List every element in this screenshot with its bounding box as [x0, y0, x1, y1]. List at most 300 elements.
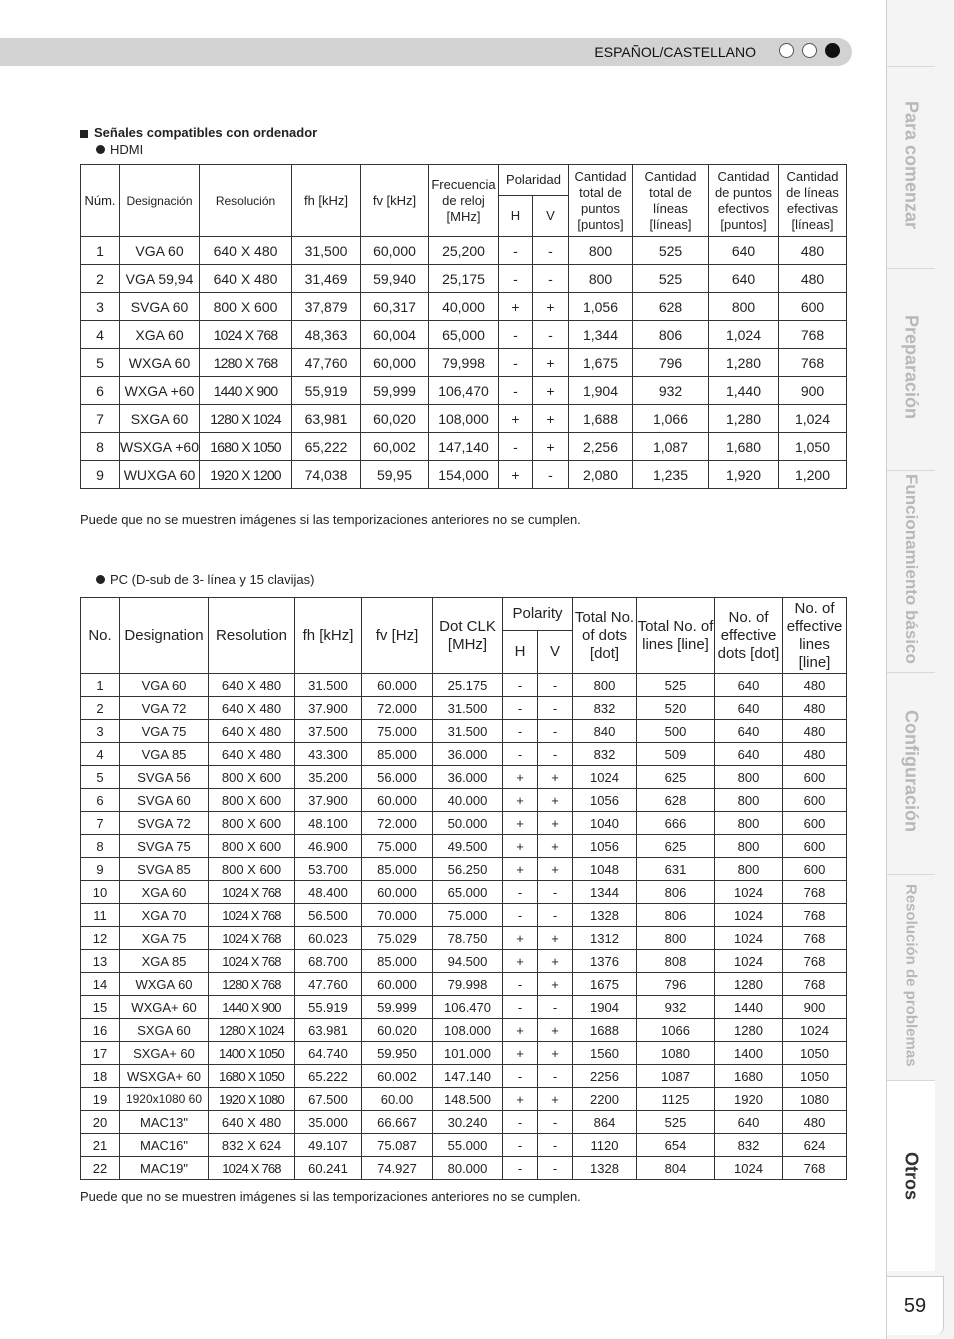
- table-cell: WSXGA +60: [120, 433, 200, 461]
- table-cell: 65.222: [295, 1065, 362, 1088]
- table-cell: 1050: [783, 1065, 847, 1088]
- table-cell: -: [499, 321, 533, 349]
- table-cell: 768: [783, 973, 847, 996]
- indicator-dot-filled-icon: [825, 43, 840, 58]
- table-cell: 640 X 480: [209, 674, 295, 697]
- sidebar-tab-para-comenzar[interactable]: [887, 66, 935, 263]
- col-header-v: V: [538, 631, 573, 674]
- table-cell: 25,175: [429, 265, 499, 293]
- table-cell: 7: [81, 405, 120, 433]
- table-row: [81, 1042, 847, 1065]
- table-cell: 808: [637, 950, 715, 973]
- table-cell: 2: [81, 265, 120, 293]
- table-cell: 46.900: [295, 835, 362, 858]
- table-cell: 20: [81, 1111, 120, 1134]
- table-row: [81, 858, 847, 881]
- table-row: [81, 321, 847, 349]
- table-cell: +: [538, 1088, 573, 1111]
- table-cell: 1400: [715, 1042, 783, 1065]
- table-cell: +: [538, 1019, 573, 1042]
- table-cell: 525: [633, 237, 709, 265]
- col-header-fh: fh [kHz]: [295, 598, 362, 674]
- table-cell: 1024: [715, 881, 783, 904]
- sidebar-tab-funcionamiento[interactable]: [887, 470, 935, 667]
- table-row: [81, 697, 847, 720]
- sidebar-tab-label: Funcionamiento básico: [902, 474, 921, 664]
- table-cell: 106,470: [429, 377, 499, 405]
- table-cell: 625: [637, 766, 715, 789]
- pc-table-body: [81, 674, 847, 1180]
- table-cell: 2200: [573, 1088, 637, 1111]
- table-cell: 37.900: [295, 789, 362, 812]
- table-cell: WXGA 60: [120, 973, 209, 996]
- table-cell: 480: [783, 1111, 847, 1134]
- table-cell: 1,440: [709, 377, 779, 405]
- table-cell: SVGA 60: [120, 293, 200, 321]
- table-cell: 768: [779, 349, 847, 377]
- table-cell: 1328: [573, 1157, 637, 1180]
- table-cell: 832: [573, 697, 637, 720]
- table-row: [81, 349, 847, 377]
- table-cell: WXGA+ 60: [120, 996, 209, 1019]
- table-cell: SXGA 60: [120, 1019, 209, 1042]
- table-cell: 59,95: [361, 461, 429, 489]
- table-cell: 525: [633, 265, 709, 293]
- chapter-sidebar: [886, 0, 954, 1339]
- table-cell: 600: [783, 766, 847, 789]
- table-cell: 1,024: [779, 405, 847, 433]
- table-cell: 60,317: [361, 293, 429, 321]
- table-cell: 43.300: [295, 743, 362, 766]
- table-cell: 40.000: [433, 789, 503, 812]
- table-row: [81, 812, 847, 835]
- table-cell: -: [538, 697, 573, 720]
- table-cell: +: [533, 377, 569, 405]
- table-cell: -: [538, 904, 573, 927]
- table-cell: 1056: [573, 789, 637, 812]
- col-header-resolution: Resolution: [209, 598, 295, 674]
- col-header-total-dots: Total No. of dots [dot]: [573, 598, 637, 674]
- table-cell: -: [503, 973, 538, 996]
- table-cell: 1024 X 768: [209, 881, 295, 904]
- table-cell: 108.000: [433, 1019, 503, 1042]
- table-cell: +: [533, 405, 569, 433]
- table-cell: 1,066: [633, 405, 709, 433]
- pc-heading-text: PC (D-sub de 3- línea y 15 clavijas): [110, 572, 315, 587]
- table-cell: VGA 85: [120, 743, 209, 766]
- table-cell: +: [499, 293, 533, 321]
- table-cell: 72.000: [362, 697, 433, 720]
- table-cell: 1,920: [709, 461, 779, 489]
- table-cell: 148.500: [433, 1088, 503, 1111]
- col-header-num: No.: [81, 598, 120, 674]
- table-cell: +: [503, 812, 538, 835]
- table-cell: 8: [81, 835, 120, 858]
- table-cell: -: [538, 674, 573, 697]
- table-cell: 600: [783, 789, 847, 812]
- table-cell: SXGA 60: [120, 405, 200, 433]
- col-header-total-lines: Cantidad total de líneas [líneas]: [633, 165, 709, 237]
- table-cell: 31.500: [295, 674, 362, 697]
- table-cell: 800: [569, 237, 633, 265]
- table-cell: 840: [573, 720, 637, 743]
- table-row: [81, 674, 847, 697]
- table-cell: 55,919: [292, 377, 361, 405]
- table-cell: XGA 70: [120, 904, 209, 927]
- table-cell: 1280: [715, 973, 783, 996]
- hdmi-heading: [96, 142, 143, 157]
- col-header-fh: fh [kHz]: [292, 165, 361, 237]
- table-cell: 31,469: [292, 265, 361, 293]
- table-cell: 9: [81, 461, 120, 489]
- table-cell: 800: [709, 293, 779, 321]
- table-cell: 14: [81, 973, 120, 996]
- table-cell: 900: [783, 996, 847, 1019]
- col-header-h: H: [499, 196, 533, 237]
- table-cell: 147.140: [433, 1065, 503, 1088]
- header-bar: [0, 38, 852, 66]
- table-cell: 1920: [715, 1088, 783, 1111]
- page-number: 59: [887, 1276, 944, 1335]
- table-cell: SVGA 56: [120, 766, 209, 789]
- square-bullet-icon: [80, 130, 88, 138]
- table-cell: WXGA +60: [120, 377, 200, 405]
- table-cell: 31,500: [292, 237, 361, 265]
- hdmi-heading-text: HDMI: [110, 142, 144, 157]
- table-cell: 480: [783, 674, 847, 697]
- table-cell: 25,200: [429, 237, 499, 265]
- indicator-dot-empty-icon: [802, 43, 817, 58]
- table-row: [81, 950, 847, 973]
- table-cell: 800 X 600: [200, 293, 292, 321]
- table-cell: 806: [633, 321, 709, 349]
- table-cell: -: [538, 743, 573, 766]
- table-cell: 1080: [783, 1088, 847, 1111]
- table-cell: +: [533, 349, 569, 377]
- table-cell: 1280 X 1024: [209, 1019, 295, 1042]
- table-cell: -: [503, 697, 538, 720]
- table-cell: 79,998: [429, 349, 499, 377]
- table-cell: 10: [81, 881, 120, 904]
- table-cell: +: [538, 812, 573, 835]
- table-cell: 1024: [573, 766, 637, 789]
- table-cell: -: [538, 1157, 573, 1180]
- table-cell: 640: [709, 237, 779, 265]
- table-cell: 60.002: [362, 1065, 433, 1088]
- table-cell: +: [503, 927, 538, 950]
- table-cell: -: [538, 996, 573, 1019]
- table-cell: 864: [573, 1111, 637, 1134]
- table-cell: 768: [783, 1157, 847, 1180]
- table-cell: 1,050: [779, 433, 847, 461]
- section-title: [80, 125, 317, 140]
- table-cell: 640 X 480: [200, 265, 292, 293]
- table-row: [81, 461, 847, 489]
- table-cell: 56.500: [295, 904, 362, 927]
- table-cell: -: [503, 1065, 538, 1088]
- table-cell: 932: [633, 377, 709, 405]
- table-cell: 6: [81, 377, 120, 405]
- table-cell: 1: [81, 237, 120, 265]
- table-cell: 1,280: [709, 405, 779, 433]
- table-cell: 1,904: [569, 377, 633, 405]
- table-cell: 1560: [573, 1042, 637, 1065]
- table-cell: 640: [709, 265, 779, 293]
- table-cell: -: [503, 743, 538, 766]
- table-cell: 75.000: [362, 835, 433, 858]
- table-cell: -: [538, 1134, 573, 1157]
- table-row: [81, 405, 847, 433]
- table-cell: 1,344: [569, 321, 633, 349]
- table-cell: 85.000: [362, 858, 433, 881]
- col-header-fv: fv [kHz]: [361, 165, 429, 237]
- table-cell: 1: [81, 674, 120, 697]
- table-cell: 1440 X 900: [209, 996, 295, 1019]
- table-cell: 1024 X 768: [209, 904, 295, 927]
- table-cell: 49.107: [295, 1134, 362, 1157]
- table-cell: 1920x1080 60: [120, 1088, 209, 1111]
- table-cell: 60.023: [295, 927, 362, 950]
- table-cell: +: [538, 927, 573, 950]
- table-cell: 9: [81, 858, 120, 881]
- table-cell: 63.981: [295, 1019, 362, 1042]
- table-cell: -: [499, 237, 533, 265]
- table-cell: 59,940: [361, 265, 429, 293]
- table-cell: 1440: [715, 996, 783, 1019]
- col-header-designation: Designation: [120, 598, 209, 674]
- table-cell: 36.000: [433, 766, 503, 789]
- table-cell: -: [499, 377, 533, 405]
- table-row: [81, 927, 847, 950]
- sidebar-tab-preparacion[interactable]: [887, 268, 935, 465]
- col-header-clock: Frecuencia de reloj [MHz]: [429, 165, 499, 237]
- table-cell: 525: [637, 1111, 715, 1134]
- table-row: [81, 237, 847, 265]
- table-cell: 53.700: [295, 858, 362, 881]
- table-cell: 94.500: [433, 950, 503, 973]
- table-cell: 1,280: [709, 349, 779, 377]
- table-cell: 800: [569, 265, 633, 293]
- table-cell: 60.000: [362, 674, 433, 697]
- table-cell: 800: [573, 674, 637, 697]
- table-cell: 22: [81, 1157, 120, 1180]
- table-cell: +: [503, 766, 538, 789]
- table-cell: XGA 85: [120, 950, 209, 973]
- table-cell: -: [533, 237, 569, 265]
- table-cell: +: [503, 1088, 538, 1111]
- table-cell: VGA 59,94: [120, 265, 200, 293]
- table-cell: 1280 X 768: [200, 349, 292, 377]
- table-cell: 666: [637, 812, 715, 835]
- table-cell: 7: [81, 812, 120, 835]
- table-row: [81, 377, 847, 405]
- table-cell: 796: [637, 973, 715, 996]
- table-cell: 1312: [573, 927, 637, 950]
- table-cell: +: [503, 789, 538, 812]
- table-cell: 106.470: [433, 996, 503, 1019]
- table-cell: 31.500: [433, 697, 503, 720]
- table-cell: 1024 X 768: [209, 927, 295, 950]
- table-cell: 60.000: [362, 973, 433, 996]
- table-cell: -: [503, 674, 538, 697]
- table-cell: +: [503, 835, 538, 858]
- table-cell: 1280 X 768: [209, 973, 295, 996]
- table-cell: 1,200: [779, 461, 847, 489]
- table-cell: SVGA 85: [120, 858, 209, 881]
- table-cell: 600: [783, 812, 847, 835]
- table-cell: 932: [637, 996, 715, 1019]
- table-cell: 49.500: [433, 835, 503, 858]
- table-cell: 60.000: [362, 881, 433, 904]
- sidebar-tab-otros[interactable]: [887, 1080, 935, 1271]
- table-cell: 3: [81, 720, 120, 743]
- table-cell: 66.667: [362, 1111, 433, 1134]
- table-cell: 480: [779, 265, 847, 293]
- table-cell: 1024 X 768: [209, 950, 295, 973]
- table-cell: +: [503, 858, 538, 881]
- col-header-designation: Designación: [120, 165, 200, 237]
- table-cell: -: [499, 349, 533, 377]
- table-cell: 1,235: [633, 461, 709, 489]
- col-header-v: V: [533, 196, 569, 237]
- table-row: [81, 743, 847, 766]
- pc-heading: [96, 572, 314, 587]
- table-cell: 1024 X 768: [200, 321, 292, 349]
- table-cell: 800: [715, 835, 783, 858]
- table-cell: 12: [81, 927, 120, 950]
- table-cell: 6: [81, 789, 120, 812]
- table-cell: -: [533, 461, 569, 489]
- table-cell: +: [503, 1042, 538, 1065]
- table-cell: 25.175: [433, 674, 503, 697]
- table-cell: 1440 X 900: [200, 377, 292, 405]
- table-cell: 75.000: [433, 904, 503, 927]
- table-cell: 47.760: [295, 973, 362, 996]
- table-cell: 1680 X 1050: [209, 1065, 295, 1088]
- sidebar-tab-configuracion[interactable]: [887, 672, 935, 869]
- table-cell: 768: [779, 321, 847, 349]
- table-cell: 1125: [637, 1088, 715, 1111]
- table-cell: -: [538, 1111, 573, 1134]
- table-cell: +: [538, 950, 573, 973]
- table-cell: 68.700: [295, 950, 362, 973]
- table-cell: 768: [783, 904, 847, 927]
- table-cell: -: [533, 265, 569, 293]
- table-cell: WSXGA+ 60: [120, 1065, 209, 1088]
- table-cell: 1400 X 1050: [209, 1042, 295, 1065]
- table-cell: 48.100: [295, 812, 362, 835]
- table-cell: 832: [715, 1134, 783, 1157]
- table-row: [81, 1088, 847, 1111]
- table-row: [81, 720, 847, 743]
- table-cell: 18: [81, 1065, 120, 1088]
- table-cell: 35.200: [295, 766, 362, 789]
- table-cell: 1048: [573, 858, 637, 881]
- table-cell: 40,000: [429, 293, 499, 321]
- table-cell: 60,020: [361, 405, 429, 433]
- table-cell: +: [503, 950, 538, 973]
- table-cell: 65,000: [429, 321, 499, 349]
- sidebar-tab-resolucion[interactable]: [887, 874, 935, 1075]
- hdmi-note: Puede que no se muestren imágenes si las temporizaciones anteriores no se cumplen.: [80, 512, 581, 527]
- table-cell: 1024: [715, 950, 783, 973]
- table-cell: 15: [81, 996, 120, 1019]
- table-cell: XGA 60: [120, 881, 209, 904]
- table-cell: WUXGA 60: [120, 461, 200, 489]
- table-cell: 21: [81, 1134, 120, 1157]
- table-cell: +: [538, 835, 573, 858]
- table-cell: -: [503, 996, 538, 1019]
- table-cell: 17: [81, 1042, 120, 1065]
- table-cell: 800 X 600: [209, 766, 295, 789]
- table-cell: 75.087: [362, 1134, 433, 1157]
- table-cell: 1904: [573, 996, 637, 1019]
- table-cell: 37.500: [295, 720, 362, 743]
- table-cell: 1280 X 1024: [200, 405, 292, 433]
- table-cell: 59.999: [362, 996, 433, 1019]
- table-cell: 800: [715, 766, 783, 789]
- table-cell: 640: [715, 720, 783, 743]
- table-cell: 1688: [573, 1019, 637, 1042]
- table-cell: 509: [637, 743, 715, 766]
- table-cell: 80.000: [433, 1157, 503, 1180]
- table-cell: 1024: [783, 1019, 847, 1042]
- table-cell: 1024 X 768: [209, 1157, 295, 1180]
- table-cell: 60.00: [362, 1088, 433, 1111]
- round-bullet-icon: [96, 575, 105, 584]
- table-cell: 1120: [573, 1134, 637, 1157]
- table-cell: +: [538, 766, 573, 789]
- table-cell: 640: [715, 743, 783, 766]
- table-cell: MAC16": [120, 1134, 209, 1157]
- table-cell: 78.750: [433, 927, 503, 950]
- table-cell: 1328: [573, 904, 637, 927]
- table-row: [81, 881, 847, 904]
- table-cell: XGA 60: [120, 321, 200, 349]
- table-cell: 631: [637, 858, 715, 881]
- table-cell: 63,981: [292, 405, 361, 433]
- col-header-eff-lines: No. of effective lines [line]: [783, 598, 847, 674]
- table-cell: 1050: [783, 1042, 847, 1065]
- sidebar-tab-label: Otros: [901, 1151, 922, 1200]
- hdmi-signal-table: [80, 164, 847, 489]
- table-cell: -: [503, 904, 538, 927]
- table-cell: 47,760: [292, 349, 361, 377]
- col-header-eff-dots: No. of effective dots [dot]: [715, 598, 783, 674]
- table-cell: 1,024: [709, 321, 779, 349]
- table-cell: 1080: [637, 1042, 715, 1065]
- table-cell: -: [538, 1065, 573, 1088]
- table-cell: 147,140: [429, 433, 499, 461]
- table-cell: 806: [637, 881, 715, 904]
- table-cell: 37,879: [292, 293, 361, 321]
- table-cell: 806: [637, 904, 715, 927]
- table-cell: 640 X 480: [209, 743, 295, 766]
- table-cell: -: [503, 1111, 538, 1134]
- table-cell: 60,004: [361, 321, 429, 349]
- col-header-clock: Dot CLK [MHz]: [433, 598, 503, 674]
- table-cell: 1087: [637, 1065, 715, 1088]
- sidebar-tab-label: Para comenzar: [901, 100, 922, 230]
- table-cell: 832: [573, 743, 637, 766]
- table-row: [81, 1019, 847, 1042]
- sidebar-tab-label: Preparación: [901, 314, 922, 420]
- table-cell: 85.000: [362, 950, 433, 973]
- table-cell: 1024: [715, 1157, 783, 1180]
- col-header-num: Núm.: [81, 165, 120, 237]
- col-header-polarity: Polaridad: [499, 165, 569, 196]
- table-cell: 55.919: [295, 996, 362, 1019]
